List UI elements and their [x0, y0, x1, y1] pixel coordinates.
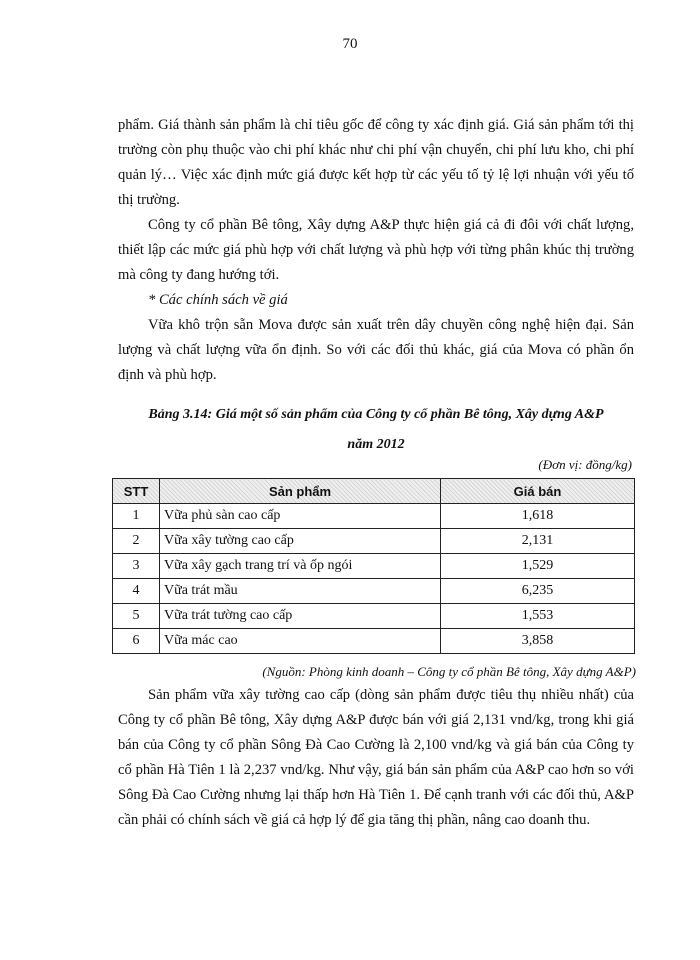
page-number: 70 — [342, 36, 358, 52]
cell-stt: 3 — [113, 554, 160, 579]
paragraph-price-comparison: Sản phẩm vữa xây tường cao cấp (dòng sản phẩm được tiêu thụ nhiều nhất) của Công ty cổ phần Bê tông, Xây dựng A&P được bán với giá 2,131 vnd/kg, trong khi giá bán của Công ty cổ phần Sông Đà Cao Cường là 2,100 vnd/kg và giá bán của Công ty cổ phần Hà Tiên 1 là 2,237 vnd/kg. Như vậy, giá bán sản phẩm của A&P cao hơn so với Sông Đà Cao Cường nhưng lại thấp hơn Hà Tiên 1. Để cạnh tranh với các đối thủ, A&P cần phải có chính sách về giá cả hợp lý để gia tăng thị phần, nâng cao doanh thu. — [118, 687, 634, 828]
cell-stt: 6 — [113, 629, 160, 654]
cell-stt: 1 — [113, 504, 160, 529]
table-row — [113, 529, 635, 554]
column-header-stt: STT — [113, 479, 160, 504]
table-unit-note: (Đơn vị: đồng/kg) — [538, 457, 632, 472]
cell-stt: 4 — [113, 579, 160, 604]
section-heading-pricing-policy: * Các chính sách về giá — [148, 292, 288, 308]
table-header-row — [113, 479, 635, 504]
table-row — [113, 554, 635, 579]
table-row — [113, 629, 635, 654]
table-row — [113, 504, 635, 529]
cell-product: Vữa phủ sàn cao cấp — [160, 504, 441, 529]
cell-product: Vữa xây gạch trang trí và ốp ngói — [160, 554, 441, 579]
table-source-note: (Nguồn: Phòng kinh doanh – Công ty cổ phần Bê tông, Xây dựng A&P) — [262, 664, 636, 679]
cell-price: 1,618 — [441, 504, 635, 529]
cell-price: 1,553 — [441, 604, 635, 629]
cell-price: 2,131 — [441, 529, 635, 554]
cell-product: Vữa xây tường cao cấp — [160, 529, 441, 554]
table-row — [113, 604, 635, 629]
cell-price: 3,858 — [441, 629, 635, 654]
table-row — [113, 579, 635, 604]
cell-product: Vữa trát mầu — [160, 579, 441, 604]
body-text-top — [118, 113, 634, 388]
paragraph-quality-pricing: Công ty cổ phần Bê tông, Xây dựng A&P thực hiện giá cả đi đôi với chất lượng, thiết lập các mức giá phù hợp với chất lượng và phù hợp với từng phân khúc thị trường mà công ty đang hướng tới. — [118, 217, 634, 283]
price-table — [112, 478, 635, 654]
body-text-bottom — [118, 683, 634, 833]
column-header-price: Giá bán — [441, 479, 635, 504]
cell-stt: 2 — [113, 529, 160, 554]
paragraph-mova: Vữa khô trộn sẵn Mova được sản xuất trên dây chuyền công nghệ hiện đại. Sản lượng và chất lượng vữa ổn định. So với các đối thủ khác, giá của Mova có phần ổn định và phù hợp. — [118, 317, 634, 383]
table-caption: Bảng 3.14: Giá một số sản phẩm của Công ty cổ phần Bê tông, Xây dựng A&P — [148, 407, 604, 422]
cell-stt: 5 — [113, 604, 160, 629]
cell-price: 6,235 — [441, 579, 635, 604]
cell-product: Vữa mác cao — [160, 629, 441, 654]
table-caption-year: năm 2012 — [347, 437, 405, 452]
cell-product: Vữa trát tường cao cấp — [160, 604, 441, 629]
paragraph-cost-basis: phẩm. Giá thành sản phẩm là chỉ tiêu gốc để công ty xác định giá. Giá sản phẩm tới thị trường còn phụ thuộc vào chi phí khác như chi phí vận chuyển, chi phí lưu kho, chi phí quản lý… Việc xác định mức giá được kết hợp từ các yếu tố tỷ lệ lợi nhuận với yếu tố thị trường. — [118, 117, 634, 208]
cell-price: 1,529 — [441, 554, 635, 579]
column-header-product: Sản phẩm — [160, 479, 441, 504]
